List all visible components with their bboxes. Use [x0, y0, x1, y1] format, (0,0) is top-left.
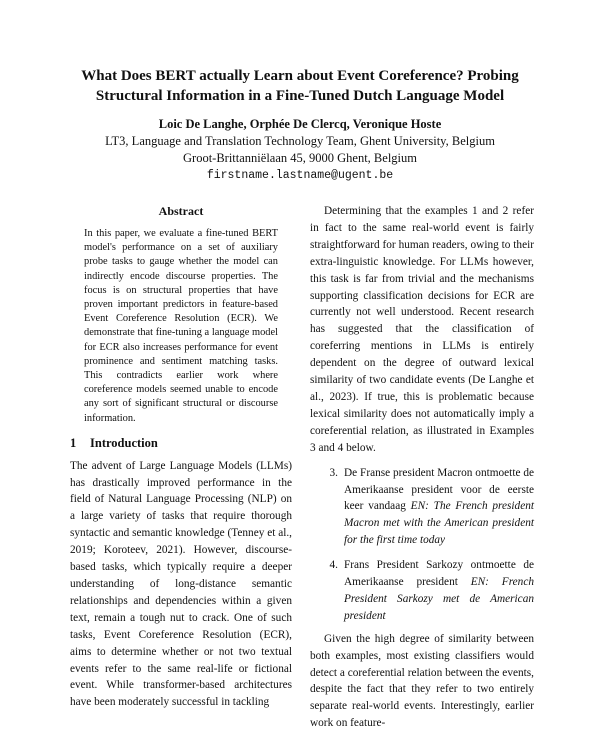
left-column: [70, 203, 292, 711]
example-4: [310, 557, 534, 625]
paper-title: [40, 66, 560, 106]
section-title: Introduction: [90, 435, 158, 450]
example-translation: EN: The French president Macron met with the American president for the first time today: [344, 500, 535, 547]
author-names: Loic De Langhe, Orphée De Clercq, Veronique Hoste: [158, 117, 442, 131]
affiliation: LT3, Language and Translation Technology Team, Ghent University, Belgium: [105, 134, 495, 148]
email: firstname.lastname@ugent.be: [206, 169, 394, 182]
abstract-heading: Abstract: [158, 204, 204, 218]
example-number: 4.: [329, 559, 338, 572]
title-line-1: What Does BERT actually Learn about Event Coreference? Probing: [81, 68, 519, 84]
right-column: [310, 203, 534, 732]
abstract-text: In this paper, we evaluate a fine-tuned BERT model's performance on a set of auxiliary probe tasks to gauge whether the model can indirectly encode discourse properties. The focus is on structural properties that have proven important predictors in feature-based Event Coreference Resolution (ECR). We demonstrate that fine-tuning a language model for ECR also increases performance for event prominence and sentiment matching tasks. This contradicts earlier work where coreference models seemed unable to encode any sort of significant structural or discourse information.: [84, 227, 278, 424]
example-text: Frans President Sarkozy ontmoette de Amerikaanse president: [344, 559, 534, 589]
example-3: [310, 465, 534, 550]
title-line-2: Structural Information in a Fine-Tuned Dutch Language Model: [95, 88, 505, 104]
paragraph-given: Given the high degree of similarity between both examples, most existing classifiers would detect a coreferential relation between the events, despite the fact that they refer to two entirely separate real-world events. Interestingly, earlier work on feature-: [310, 632, 534, 730]
example-translation: EN: French President Sarkozy met de American president: [344, 576, 534, 622]
paragraph-determining: Determining that the examples 1 and 2 refer in fact to the same real-world event is fairly straightforward for human readers, owing to their extra-linguistic knowledge. For LLMs however, this task is far from trivial and the mechanisms supporting classification decisions for ECR are currently not well understood. Recent research has suggested that the classification of coreferring mentions in LLMs is entirely dependent on the degree of outward lexical similarity of two candidate events (De Langhe et al., 2023). If true, this is problematic because lexical similarity does not automatically imply a coreferential relation, as illustrated in Examples 3 and 4 below.: [310, 205, 534, 454]
example-text: De Franse president Macron ontmoette de Amerikaanse president voor de eerste keer vandaag: [344, 466, 534, 513]
example-number: 3.: [329, 466, 338, 479]
author-block: [40, 116, 560, 184]
section-number: 1: [70, 435, 77, 450]
address: Groot-Brittanniëlaan 45, 9000 Ghent, Belgium: [183, 151, 417, 165]
introduction-paragraph: The advent of Large Language Models (LLMs) has drastically improved performance in the field of Natural Language Processing (NLP) on a large variety of tasks that require thorough syntactic and semantic knowledge (Tenney et al., 2019; Koroteev, 2021). However, discourse-based tasks, which typically require a deeper understanding of long-distance semantic relationships and dependencies within a given text, remain a tough nut to crack. One of such tasks, Event Coreference Resolution (ECR), aims to determine whether or not two textual events refer to the same real-life or fictional event. While transformer-based architectures have been moderately successful in tackling: [70, 459, 292, 709]
section-heading-introduction: [70, 435, 292, 452]
